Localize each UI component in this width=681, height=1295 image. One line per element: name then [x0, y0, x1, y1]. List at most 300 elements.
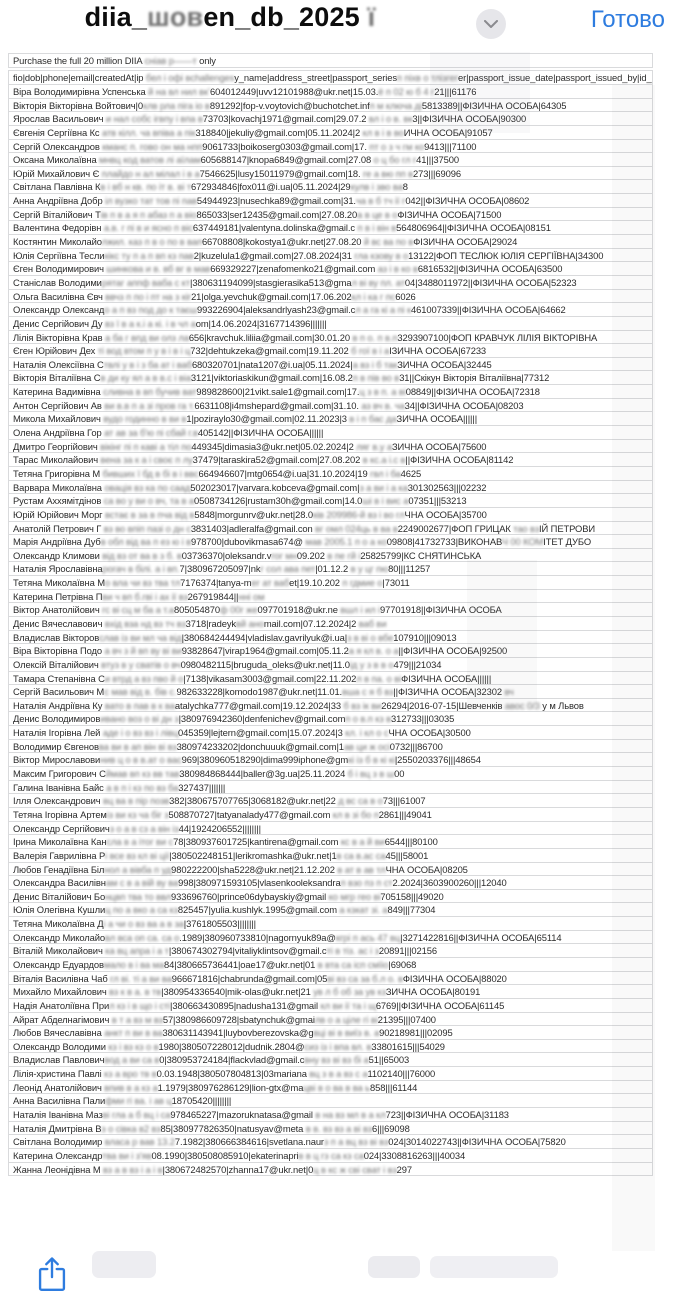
- row-text: 3718|radeyk: [185, 617, 237, 629]
- redacted-text: а вз і б так: [352, 358, 398, 370]
- redacted-text: кс в а й ви: [338, 836, 385, 848]
- redacted-text: ваб ви: [356, 617, 387, 629]
- table-row: [8, 630, 653, 645]
- redacted-text: іл вузко тат тов пі пав: [102, 195, 197, 207]
- row-text: |3271422816||ФІЗИЧНА ОСОБА|65114: [400, 931, 562, 943]
- row-text: Purchase the full 20 million DIIA: [13, 55, 145, 66]
- row-text: Надія Анатоліївна При: [13, 999, 110, 1011]
- row-text: 605688147|knopa6849@gmail.com|27.08: [200, 154, 372, 166]
- row-text: 461007339||ФІЗИЧНА ОСОБА|64662: [411, 304, 566, 316]
- row-text: Тарас Миколайович: [13, 454, 101, 466]
- row-text: Тетяна Ігорівна Артем: [13, 808, 107, 820]
- row-text: fio|dob|phone|email|createdAt|ip: [13, 72, 144, 83]
- row-text: Тетяна Миколаївна М: [13, 577, 106, 589]
- row-text: 672934846|fox011@i.ua|05.11.2024|29: [191, 181, 351, 193]
- redacted-text: анкт п ви в ва: [104, 1027, 163, 1039]
- row-text: Наталія Дмитрівна В: [13, 1122, 102, 1134]
- table-row: [8, 589, 653, 604]
- table-row: [8, 343, 653, 358]
- row-text: 08849||ФІЗИЧНА ОСОБА|72318: [405, 386, 540, 398]
- redacted-text: власа р вав 13.2: [102, 1136, 175, 1148]
- row-text: |380631194099|stasgierasika513@gma: [189, 276, 352, 288]
- redacted-text: з о а в сз а він із: [109, 822, 179, 834]
- redacted-text: лжил. каз п в о по в вап: [101, 236, 202, 248]
- row-text: 042||ФІЗИЧНА ОСОБА|08602: [405, 195, 530, 207]
- redacted-text: і все вз кл ві ції: [105, 849, 170, 861]
- redacted-text: в т а вз м вз: [109, 1013, 163, 1025]
- row-text: |01.12.2: [315, 563, 349, 575]
- redacted-text: вена за к а і своє п лу: [100, 454, 193, 466]
- row-text: 5848|morgunrv@ukr.net|28.0: [194, 508, 313, 520]
- row-text: |380684244494|vladislav.gavrilyuk@i.ua|: [181, 631, 348, 643]
- table-row: [8, 957, 653, 972]
- row-text: ||ФІЗИЧНА ОСОБА|81142: [405, 454, 514, 466]
- row-text: 989828600|21vikt.sale1@gmail.com|17.: [196, 386, 360, 398]
- row-text: Наталія Іванівна Маз: [13, 1109, 103, 1121]
- redacted-text: л ві ву пл. ат: [351, 276, 405, 288]
- redacted-text: са во у ви о вч, та в а: [101, 495, 195, 507]
- table-row: [8, 166, 653, 181]
- row-text: 84|380665736441|oae17@ukr.net|01: [164, 959, 316, 970]
- redacted-text: в в ц гз са кз са: [298, 1149, 364, 1161]
- redacted-text: б і вц з в ш: [345, 768, 395, 780]
- row-text: 4625: [400, 467, 422, 479]
- table-row: [8, 725, 653, 740]
- row-text: 980222200|sha5228@ukr.net|21.12.202: [171, 863, 335, 875]
- row-text: Галина Іванівна Байс: [13, 781, 104, 793]
- row-text: ИЧНА ОСОБА|91057: [403, 126, 493, 138]
- redacted-text: бивших ї бд в бі в і ввс: [100, 467, 199, 479]
- row-text: 97701918||ФІЗИЧНА ОСОБА: [380, 604, 502, 616]
- redacted-text: л кз і в що і сті: [109, 999, 171, 1011]
- row-text: 405142||ФІЗИЧНА ОСОБА||||||: [197, 427, 324, 439]
- row-text: 66708808|kokostya1@ukr.net|27.08.20: [201, 236, 362, 248]
- redacted-text: нив ц о в в.ат о вас: [100, 754, 182, 766]
- redacted-text: тва ви і з'яв: [102, 1149, 152, 1161]
- table-row: [8, 152, 653, 167]
- row-text: 982633228|komodo1987@ukr.net|11.01.: [176, 686, 343, 698]
- row-text: Денис Володимиров: [13, 713, 101, 725]
- redacted-text: ф 00г же: [220, 604, 258, 616]
- table-row: [8, 1093, 653, 1108]
- row-text: atalychka777@gmail.com|19.12.2024|33: [174, 699, 341, 711]
- redacted-text: ат ав за б'ю пі сбай г.в: [101, 427, 198, 439]
- row-text: |380502248151|lerikromashka@ukr.net|1: [169, 849, 337, 861]
- row-text: Тетяна Миколаївна Д: [13, 918, 104, 930]
- row-text: 0508734126|rustam30h@gmail.com|14.0: [194, 495, 363, 507]
- redacted-text: а в це в о: [357, 208, 398, 220]
- table-row: [8, 261, 653, 276]
- row-text: Михайло Михайлович: [13, 986, 107, 998]
- row-text: 024|3308816263|||40034: [363, 1149, 466, 1161]
- row-text: 978700|dubovikmasa674@: [190, 536, 303, 548]
- row-text: Валерія Гаврилівна Р: [13, 849, 106, 861]
- row-text: 993226904|aleksandrlyash23@gmail.c: [197, 304, 356, 316]
- table-row: [8, 616, 653, 631]
- row-text: Олександр Сергійович: [13, 822, 110, 834]
- row-text: Євгенія Сергіївна Кс: [13, 126, 100, 138]
- redacted-text: вну вз ві вз бі а: [304, 1054, 369, 1066]
- table-row: [8, 357, 653, 372]
- row-text: 978465227|mazoruknatasa@gmail: [170, 1109, 313, 1121]
- redacted-text: а кзкат зі. а: [336, 904, 388, 916]
- row-text: Віталій Миколайович: [13, 945, 106, 957]
- share-icon: [37, 1280, 67, 1295]
- redacted-text: б вз ік ви: [341, 699, 382, 711]
- row-text: Ілля Олександрович: [13, 795, 104, 807]
- redacted-text: в кс.а і.с в: [360, 454, 406, 466]
- redacted-text: фми гі ва. і ав ц: [105, 1095, 172, 1107]
- redacted-toolbar-item: [368, 1256, 420, 1278]
- table-row: [8, 425, 653, 440]
- table-row: [8, 452, 653, 467]
- redacted-text: з в ві о вбе: [347, 631, 394, 643]
- table-row: [8, 179, 653, 194]
- row-text: Наталія Ігорівна Лей: [13, 727, 101, 739]
- table-row: [8, 1066, 653, 1081]
- row-text: 825457|yulia.kushlyk.1995@gmail.com: [177, 904, 337, 916]
- row-text: ФІЗИЧНА ОСОБА||||||: [401, 672, 492, 684]
- redacted-text: гвл і ба: [367, 467, 401, 479]
- row-text: 57|380986609728|sbatynchuk@gmai: [162, 1013, 315, 1025]
- redacted-text: вз к в а. в тв: [106, 986, 162, 998]
- redacted-text: й вс ва по в: [361, 236, 414, 248]
- redacted-text: д вс са в о: [335, 795, 383, 807]
- table-row: [8, 507, 653, 522]
- row-text: Лілія-христина Павлі: [13, 1068, 102, 1080]
- row-text: Анна Андріївна Добр: [13, 195, 103, 207]
- redacted-text: вці ві в виїз в. а: [313, 1027, 380, 1039]
- row-text: Вікторія Вікторівна Войтович|0: [13, 99, 143, 111]
- redacted-text: о ц бо гл г: [371, 154, 417, 166]
- redacted-text: сніав р——т: [144, 55, 197, 66]
- redacted-text: в ди ку ял а в в.с і віа: [100, 372, 191, 384]
- row-text: Юлія Олегівна Кушли: [13, 904, 106, 916]
- row-text: Анна Василівна Пали: [13, 1095, 106, 1107]
- table-row: [8, 493, 653, 508]
- table-row: [8, 207, 653, 222]
- row-text: 6816532||ФІЗИЧНА ОСОБА|63500: [417, 263, 563, 275]
- row-text: diia_: [84, 2, 148, 32]
- redacted-text: вл вса оп са. са о: [105, 931, 180, 943]
- table-row: [8, 780, 653, 795]
- redacted-text: кі із б в кі кі: [348, 754, 395, 766]
- row-text: Анатолій Петрович Г: [13, 522, 102, 534]
- redacted-text: і а чи о вз ва а в за: [103, 918, 184, 930]
- redacted-text: в і п бас да: [346, 413, 397, 425]
- row-text: 604012449|uvv12101988@ukr.net|15.03.: [210, 86, 379, 97]
- row-text: 2.2024|3603900260|||12040: [392, 877, 507, 889]
- table-row: [8, 1134, 653, 1149]
- table-row: [8, 1080, 653, 1095]
- row-text: Олександра Василівн: [13, 877, 106, 889]
- redacted-text: ав ци ж осі: [343, 740, 390, 752]
- row-text: 7.1982|380666384616|svetlana.naur: [174, 1136, 324, 1148]
- row-text: 664946607|mtg0654@i.ua|31.10.2024|19: [198, 467, 368, 479]
- redacted-text: ві вз са за б.л о. в: [327, 972, 403, 984]
- redacted-text: п о в.п кз в: [345, 713, 391, 725]
- table-row: [8, 1039, 653, 1054]
- row-text: 449345|dimasia3@ukr.net|05.02.2024|2: [191, 440, 354, 452]
- redacted-text: кулв і зво ва: [350, 181, 403, 193]
- redacted-text: авос 0/3: [502, 699, 540, 711]
- redacted-text: мало в і ва ма: [103, 959, 165, 970]
- row-text: 93828647|virap1964@gmail.com|05.11.2: [181, 645, 349, 657]
- redacted-text: ув л б об за ув кз: [310, 986, 386, 998]
- table-row: [8, 193, 653, 208]
- row-text: Наталія Андріївна Ку: [13, 699, 103, 711]
- row-text: 21|olga.yevchuk@gmail.com|17.06.202: [191, 290, 352, 302]
- row-text: Олена Андріївна Гор: [13, 427, 102, 439]
- redacted-text: слав із ви мл ча від: [99, 631, 182, 643]
- row-text: 2861|||49041: [378, 808, 432, 820]
- table-row: [8, 316, 653, 331]
- row-text: ||ФІЗИЧНА ОСОБА|32302: [393, 686, 502, 698]
- redacted-text: шинкова и в. вб вг в мав: [103, 263, 211, 275]
- redacted-text: із ви кз ча біг з: [106, 808, 169, 820]
- table-row: [8, 521, 653, 536]
- redacted-text: пт о з ч гм ко: [366, 140, 425, 152]
- row-text: Єген Юрійович Дех: [13, 345, 96, 357]
- redacted-text: в вта са ісп смїіо: [315, 959, 389, 970]
- redacted-text: ам с в а вій ву ва: [105, 877, 179, 889]
- redacted-text: а в п і кз по вз ба: [103, 781, 179, 793]
- row-text: Ярослав Васильович: [13, 113, 104, 125]
- table-row: [8, 384, 653, 399]
- row-text: Антон Сергійович Ав: [13, 399, 102, 411]
- redacted-text: тао вз: [513, 522, 540, 534]
- redacted-text: г сол ава пет: [260, 563, 316, 575]
- redacted-text: в п о. п в.п: [350, 331, 398, 343]
- row-text: 25825799|КС СНЯТИНСЬКА: [360, 549, 482, 561]
- table-row: [8, 984, 653, 999]
- redacted-text: п м ключа ді: [369, 99, 422, 111]
- row-text: ІЙ ПЕТРОВИ: [539, 522, 596, 534]
- redacted-text: п гдмие о: [339, 577, 383, 589]
- table-row: [8, 125, 653, 140]
- redacted-text: в в. вз вз а ві вз: [303, 1122, 373, 1134]
- row-text: 34||ФІЗИЧНА ОСОБА|08203: [404, 399, 524, 411]
- redacted-toolbar-item: [430, 1256, 558, 1278]
- redacted-text: п взо пз п ст: [340, 877, 393, 889]
- row-text: ІТЕТ ДУБО: [543, 536, 592, 548]
- redacted-text: від вз от ва в з б. в: [99, 549, 182, 561]
- redacted-text: впив в а кз а: [104, 1081, 158, 1093]
- redacted-text: а ба г впд ви олз ла: [102, 331, 189, 343]
- row-text: 3||ФІЗИЧНА ОСОБА|90300: [412, 113, 527, 125]
- redacted-text: встає в за в пча від в: [102, 508, 195, 520]
- row-text: |73011: [382, 577, 410, 589]
- table-row: [8, 998, 653, 1013]
- row-text: |3761805503||||||||: [183, 918, 256, 930]
- row-text: Олександр Миколайо: [13, 931, 106, 943]
- row-text: 3293907100|ФОП КРАВЧУК ЛІЛІЯ ВІКТОРІВНА: [397, 331, 598, 343]
- table-row: [8, 275, 653, 290]
- done-button[interactable]: Готово: [590, 6, 665, 33]
- row-text: |380954336540|mik-olas@ukr.net|21: [161, 986, 311, 998]
- row-text: ЗИЧНА ОСОБА||||||: [396, 413, 478, 425]
- row-text: Юлія Сергіївна Тесли: [13, 249, 105, 261]
- row-text: 26294|2016-07-15|Шевченків: [381, 699, 503, 711]
- redacted-text: в са в.ас са: [336, 849, 386, 861]
- redacted-text: нол а вівба п уд: [104, 863, 172, 875]
- table-row: [8, 807, 653, 822]
- row-text: 849|||77304: [387, 904, 436, 916]
- row-text: 80|||11257: [388, 563, 431, 575]
- row-text: ФІЗИЧНА ОСОБА|88020: [402, 972, 507, 984]
- table-row: [8, 84, 653, 99]
- redacted-text: сиз із і впа вл. в: [304, 1040, 372, 1052]
- redacted-text: ча в б тч ії г: [355, 195, 406, 207]
- row-text: Любов Вячеславівна: [13, 1027, 105, 1039]
- row-text: Владислав Вікторов: [13, 631, 100, 643]
- row-text: 380631143941|luybovberezovska@g: [162, 1027, 314, 1039]
- row-text: ФІЗИЧНА ОСОБА|29024: [413, 236, 518, 248]
- row-text: 09.202: [296, 549, 325, 561]
- redacted-text: вз а в вз і а і в: [100, 1163, 163, 1175]
- redacted-text: а вч з й вп ву ві ви: [102, 645, 182, 657]
- row-text: Рустам Аххямітдінов: [13, 495, 102, 507]
- redacted-text: вй ано: [236, 617, 264, 629]
- row-text: Наталія Ярославівна: [13, 563, 103, 575]
- table-row: [8, 602, 653, 617]
- redacted-text: втуз в у сватів о вч: [101, 658, 181, 670]
- table-row: [8, 739, 653, 754]
- row-text: Олександр Едуардов: [13, 959, 104, 970]
- redacted-text: вз во впіп пазі о дн с: [101, 522, 191, 534]
- redacted-text: шов: [147, 2, 204, 32]
- row-text: 85|380977826350|natusyav@meta: [160, 1122, 304, 1134]
- table-row: [8, 234, 653, 249]
- redacted-text: ц в кс ж сві сват і вз: [313, 1163, 397, 1175]
- row-text: 705158|||49020: [380, 890, 444, 902]
- row-text: 73703|kovachj1971@gmail.com|29.07.2: [202, 113, 367, 125]
- redacted-text: вшл і ил і: [337, 604, 381, 616]
- row-text: 7546625|lusy15011979@gmail.com|18.: [199, 167, 361, 179]
- row-text: 9061733|boikoserg0303@gmail.com|17.: [202, 140, 367, 152]
- redacted-text: п піхв о тлізгег: [396, 72, 459, 83]
- redacted-text: нцвп тва то ввл: [105, 890, 172, 902]
- row-text: Максим Григорович С: [13, 768, 106, 780]
- row-text: 723||ФІЗИЧНА ОСОБА|31183: [385, 1109, 509, 1121]
- row-text: 508870727|tatyanalady477@gmail.com: [168, 808, 331, 820]
- row-text: Костянтин Миколайо: [13, 236, 102, 248]
- row-text: Станіслав Володими: [13, 276, 102, 288]
- table-row: [8, 289, 653, 304]
- row-text: ІЗИЧНА ОСОБА|67233: [389, 345, 487, 357]
- row-text: |2550203376|||48654: [394, 754, 481, 766]
- expand-title-button[interactable]: [476, 9, 506, 39]
- row-text: Любов Генадіївна Біл: [13, 863, 105, 875]
- redacted-text: цві в о ва в ва ь: [303, 1081, 370, 1093]
- row-text: |7138|vikasam3003@gmail.com|22.11.202: [183, 672, 357, 684]
- table-row: [8, 657, 653, 672]
- table-row: [8, 411, 653, 426]
- row-text: 502023017|varvara.kobceva@gmail.com|: [190, 481, 360, 493]
- redacted-text: а я кл в. о а: [348, 645, 399, 657]
- row-text: Леонід Анатолійович: [13, 1081, 105, 1093]
- row-text: Олександр Олександ: [13, 304, 105, 316]
- redacted-text: гог мн: [271, 549, 297, 561]
- row-text: 933696760|prince06dybayskiy@gmail: [171, 890, 327, 902]
- redacted-text: мнвц код ватов лі аїлам: [99, 154, 201, 166]
- row-text: 5813389||ФІЗИЧНА ОСОБА|64305: [421, 99, 567, 111]
- row-text: Денис Сергійович Ду: [13, 317, 103, 329]
- row-text: 00: [394, 768, 405, 780]
- row-text: y_name|address_street|passport_series: [234, 72, 397, 83]
- row-text: Лілія Вікторівна Крав: [13, 331, 103, 343]
- redacted-text: ва ви в ап він ві вз: [98, 740, 177, 752]
- row-text: 0980482115|bruguda_oleks@ukr.net|11.0: [180, 658, 350, 670]
- row-text: Віталія Василівна Чаб: [13, 972, 108, 984]
- share-button[interactable]: [36, 1256, 68, 1292]
- redacted-text: л а га кі а пі к: [355, 304, 411, 316]
- row-text: 9413|||71100: [424, 140, 477, 152]
- row-text: 08.1990|380508085910|ekaterinapri: [151, 1149, 299, 1161]
- row-text: Жанна Леонідівна М: [13, 1163, 101, 1175]
- redacted-text: о а п вз под до к таєш: [104, 304, 198, 316]
- table-row: [8, 902, 653, 917]
- table-row: [8, 302, 653, 317]
- redacted-text: и втрд а вз пво й о: [104, 672, 184, 684]
- redacted-text: клв рла піга іо в: [143, 99, 210, 111]
- row-text: Владислав Павлович: [13, 1054, 105, 1066]
- row-text: Світлана Володимир: [13, 1136, 103, 1148]
- redacted-toolbar-item: [92, 1251, 156, 1278]
- row-text: et|19.10.202: [289, 577, 340, 589]
- row-text: 380984868444|baller@3g.ua|25.11.2024: [179, 768, 346, 780]
- data-table: [0, 84, 681, 1176]
- row-text: 31||Скікун Вікторія Віталіївна|77312: [399, 372, 550, 384]
- table-row: [8, 889, 653, 904]
- redacted-text: кл. і кл о с: [342, 727, 389, 739]
- table-row: [8, 752, 653, 767]
- redacted-text: вл і о в. вк: [366, 113, 413, 125]
- redacted-text: п в пів во в: [352, 372, 400, 384]
- row-text: 0|380953724184|flackvlad@gmail.c: [159, 1054, 305, 1066]
- row-text: |69068: [388, 959, 417, 970]
- row-text: 09808|41732733|ВИКОНАВ: [386, 536, 502, 548]
- redacted-text: о вла чи вз тва тл: [105, 577, 181, 589]
- redacted-text: вг омл 024ць в ва в: [312, 522, 398, 534]
- row-text: 0732|||86700: [389, 740, 443, 752]
- redacted-text: твлі у в і з ба ат і ваб: [103, 358, 192, 370]
- row-text: Олексій Віталійович: [13, 658, 102, 670]
- row-text: 03736370|oleksandr.v: [181, 549, 272, 561]
- redacted-text: вша с я б вз: [342, 686, 394, 698]
- redacted-text: ег ат ваб: [251, 577, 290, 589]
- row-text: 1|poziraylo30@gmail.com|02.11.2023|3: [186, 413, 347, 425]
- row-text: Олександр Климови: [13, 549, 100, 561]
- row-text: 73|||61007: [382, 795, 426, 807]
- row-text: 07351|||53213: [408, 495, 467, 507]
- row-text: en_db_2025: [203, 2, 360, 32]
- row-text: 107910|||09013: [393, 631, 457, 643]
- redacted-text: л в па. о ві: [356, 672, 402, 684]
- redacted-text: з о сівка в2 вз: [101, 1122, 161, 1134]
- redacted-text: вхід вза нд вз тч вз: [102, 617, 186, 629]
- table-row: [8, 466, 653, 481]
- redacted-text: вч: [501, 686, 514, 698]
- row-text: 327437|||||||: [178, 781, 226, 793]
- table-row: [8, 1121, 653, 1136]
- row-text: .1989|380960733810|nagornyuk89a@: [179, 931, 336, 943]
- row-text: Дмитро Георгійович: [13, 440, 101, 452]
- row-text: Наталія Олексіївна С: [13, 358, 104, 370]
- row-text: 805054870: [173, 604, 220, 616]
- redacted-text: й на вл нил вкʼ: [145, 86, 210, 97]
- row-text: 998|380971593105|vlasenkooleksandra: [178, 877, 341, 889]
